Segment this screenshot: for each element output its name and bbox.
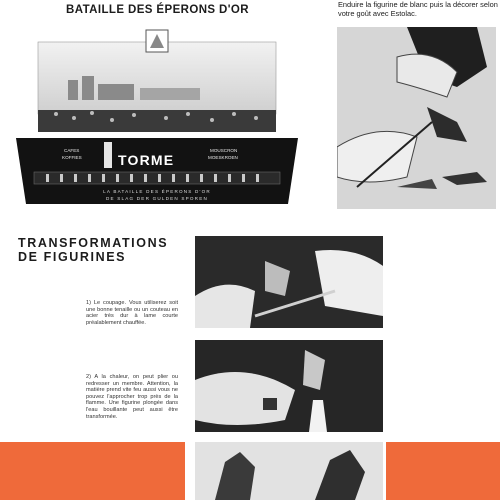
painting-hand-illustration (337, 27, 496, 209)
step-1-text: 1) Le coupage. Vous utiliserez soit une bonne tenaille ou un couteau en acier très dur à lame courte préalablement chauffée. (86, 300, 178, 326)
stand-banner-line-1: LA BATAILLE DES ÉPERONS D'OR (103, 189, 211, 194)
section-title-line-1: TRANSFORMATIONS (18, 236, 169, 250)
stand-brand: TORME (118, 152, 175, 168)
diorama-illustration (16, 28, 298, 212)
step-2-text: 2) A la chaleur, on peut plier ou redresser un membre. Attention, la matière prend vite feu aussi vous ne pouvez l'approcher trop près de la flamme. Une figurine plongée dans l'eau bouillante peut aussi être transformée. (86, 374, 178, 420)
bent-figurines-photo (195, 442, 383, 500)
bent-figurines-illustration (195, 442, 383, 500)
stand-left-label-1: CAFES (64, 148, 80, 153)
accent-band-right (386, 442, 500, 500)
stand-banner-line-2: DE SLAG DER GULDEN SPOREN (106, 196, 208, 201)
accent-band-left (0, 442, 185, 500)
photo-caption-top: Enduire la figurine de blanc puis la décorer selon votre goût avec Estolac. (338, 0, 498, 18)
diorama-photo (16, 28, 298, 212)
heating-photo (195, 340, 383, 432)
stand-left-label-2: KOFFIES (62, 155, 82, 160)
painting-photo (337, 27, 496, 209)
stand-right-label-2: MOESKROEN (208, 155, 238, 160)
cutting-illustration (195, 236, 383, 328)
stand-right-label-1: MOUSCRON (210, 148, 238, 153)
section-title (18, 236, 198, 264)
heating-illustration (195, 340, 383, 432)
section-title-line-2: DE FIGURINES (18, 250, 127, 264)
page-title: BATAILLE DES ÉPERONS D'OR (66, 4, 249, 16)
cutting-photo (195, 236, 383, 328)
